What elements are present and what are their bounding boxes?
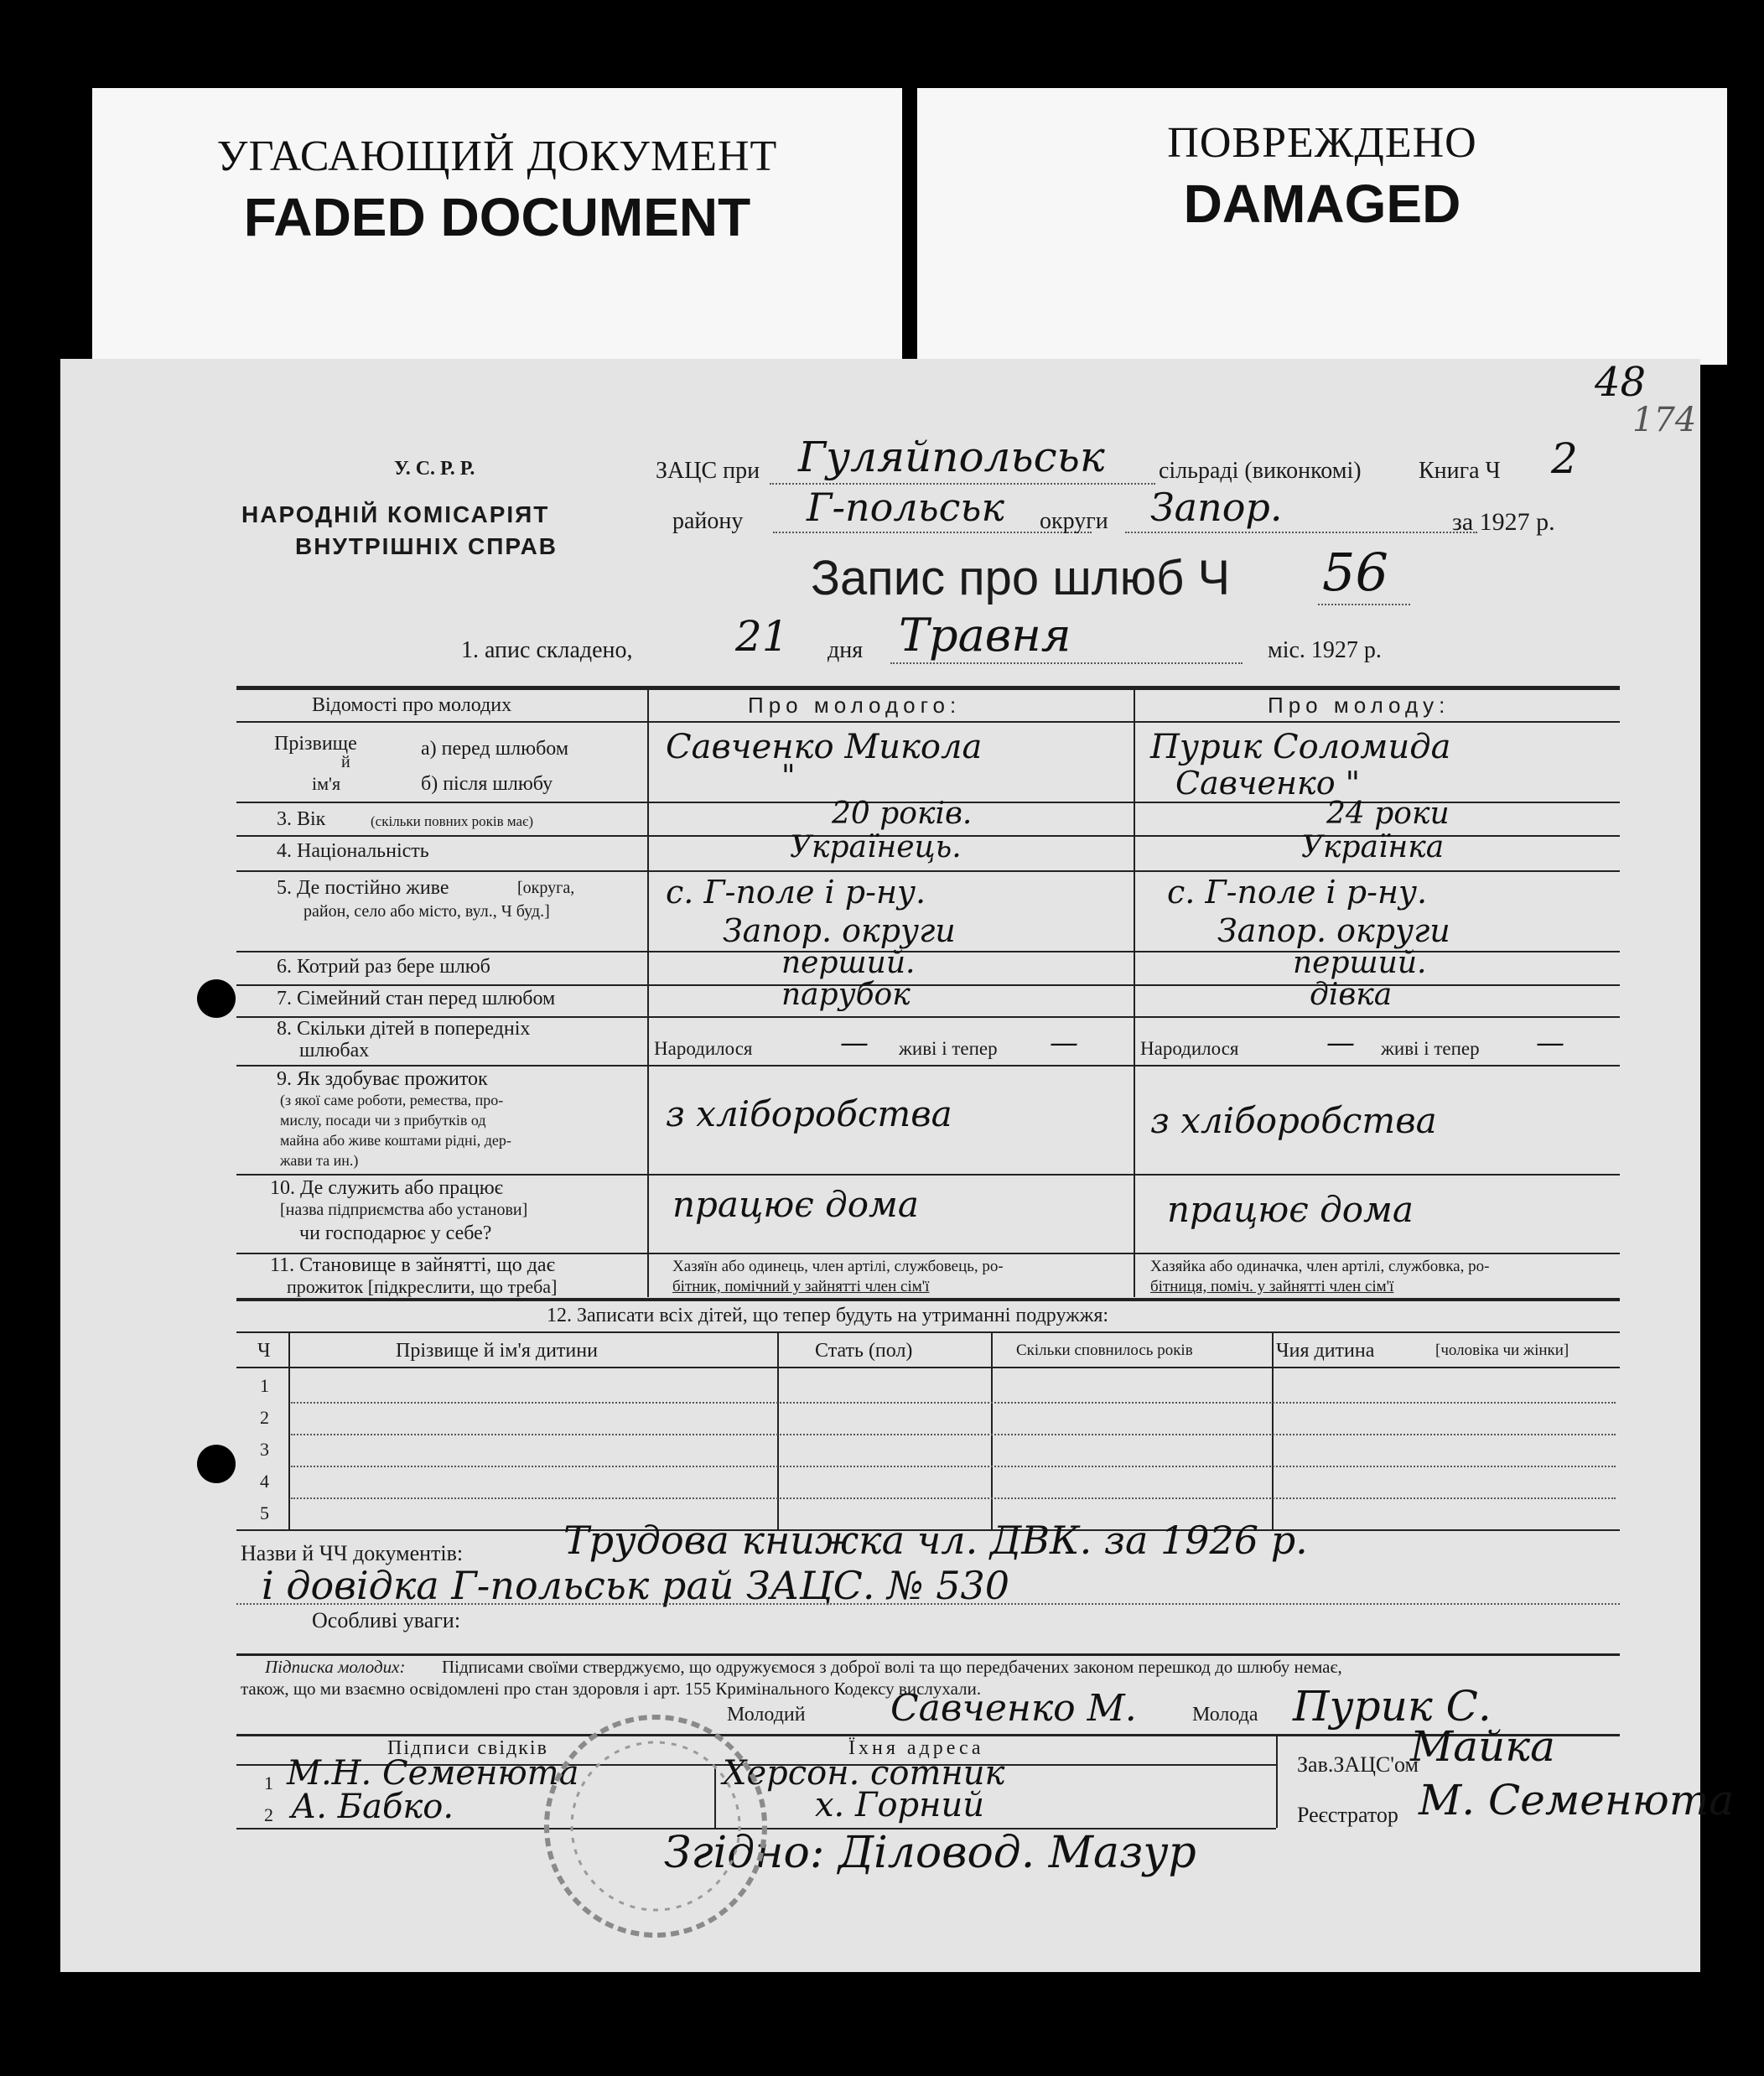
bride-occupation-options-1: Хазяйка або одиначка, член артілі, службовка, ро-: [1150, 1258, 1490, 1275]
book-value: 2: [1551, 434, 1578, 483]
documents-dotted-line: [236, 1603, 1620, 1605]
children-dotted-row: [291, 1497, 1616, 1499]
row2-label: Прізвище: [274, 733, 357, 755]
record-title: Запис про шлюб Ч: [811, 551, 1231, 605]
witness-sig-header: Підписи свідків: [387, 1737, 548, 1759]
groom-children-born-label: Народилося: [654, 1038, 753, 1059]
table-header-rule: [236, 721, 1620, 723]
damaged-document-label: [917, 88, 1727, 365]
year-label: за 1927 р.: [1452, 508, 1555, 536]
groom-residence-1: с. Г-поле і р-ну.: [666, 874, 926, 911]
witness-2-num: 2: [264, 1804, 273, 1825]
bride-children-born-label: Народилося: [1140, 1038, 1239, 1059]
groom-nationality: Українець.: [790, 830, 962, 864]
zags-label: ЗАЦС при: [656, 458, 760, 484]
row3-label: 3. Вік: [277, 808, 326, 830]
row-rule: [236, 1065, 1620, 1067]
bride-sign-label: Молода: [1192, 1704, 1258, 1726]
children-row-5: 5: [260, 1503, 269, 1523]
signature-statement-line-1: Підписами своїми стверджуємо, що одружуємося з доброї волі та що передбачених законом перешкод до шлюбу немає,: [442, 1657, 1342, 1677]
row5-note-1: [округа,: [517, 879, 575, 897]
row10-label-2: [назва підприємства або установи]: [280, 1201, 528, 1219]
row9-note-3: майна або живе коштами рідні, дер-: [280, 1132, 511, 1149]
row4-label: 4. Національність: [277, 840, 429, 862]
groom-occupation-options-1: Хазяїн або одинець, член артілі, службовець, ро-: [672, 1258, 1004, 1275]
row10-label-3: чи господарює у себе?: [299, 1222, 492, 1244]
witness-1-name: М.Н. Семенюта: [287, 1754, 579, 1793]
bride-surname-before: Пурик Соломида: [1150, 728, 1451, 766]
row2-label-c: ім'я: [312, 773, 341, 794]
remarks-rule: [236, 1653, 1620, 1656]
witness-addr-header: Їхня адреса: [848, 1737, 984, 1759]
children-col-num: Ч: [257, 1340, 271, 1362]
children-header-rule: [236, 1367, 1620, 1368]
children-col-line: [288, 1333, 290, 1530]
children-title: 12. Записати всіх дітей, що тепер будуть на утриманні подружжя:: [547, 1305, 1109, 1326]
row11-label-1: 11. Становище в зайнятті, що дає: [270, 1254, 555, 1276]
zags-value: Гуляйпольськ: [798, 433, 1105, 481]
row2-sub-b: б) після шлюбу: [421, 773, 553, 795]
damaged-label-en: DAMAGED: [1183, 174, 1461, 234]
children-col-whose: Чия дитина: [1276, 1340, 1375, 1362]
children-col-line: [777, 1333, 779, 1530]
groom-children-born: —: [840, 1026, 869, 1060]
table-col-divider-2: [1134, 689, 1135, 1297]
compiled-month: Травня: [899, 609, 1071, 662]
witness-2-name: А. Бабко.: [291, 1788, 454, 1826]
bride-surname-after: Савченко ": [1175, 765, 1361, 802]
record-number-dotted-line: [1318, 604, 1410, 605]
registrar-signature: М. Семенюта: [1419, 1776, 1735, 1824]
bride-occupation-options-2: бітниця, поміч. у зайнятті член сім'ї: [1150, 1278, 1394, 1295]
row9-note-2: мислу, посади чи з прибутків од: [280, 1112, 486, 1129]
children-col-name: Прізвище й ім'я дитини: [396, 1340, 598, 1362]
groom-marriage-count: перший.: [781, 946, 916, 980]
children-dotted-row: [291, 1402, 1616, 1404]
bride-signature: Пурик С.: [1293, 1682, 1492, 1731]
compiled-suffix: міс. 1927 р.: [1268, 637, 1382, 663]
documents-line-2: і довідка Г-польськ рай ЗАЦС. № 530: [262, 1563, 1010, 1608]
row5-note-2: район, село або місто, вул., Ч буд.]: [304, 902, 550, 921]
row10-label-1: 10. Де служить або працює: [270, 1177, 503, 1199]
okrug-dotted-line: [1125, 532, 1477, 533]
table-top-rule: [236, 686, 1620, 690]
row9-note-1: (з якої саме роботи, ремества, про-: [280, 1092, 504, 1108]
faded-document-label: [92, 88, 902, 373]
commissariat-line-1: НАРОДНІЙ КОМІСАРІЯТ: [241, 501, 550, 527]
copy-certification: Згідно: Діловод. Мазур: [664, 1828, 1196, 1878]
compiled-month-dotted-line: [890, 662, 1243, 664]
bride-nationality: Українка: [1301, 830, 1445, 864]
row7-label: 7. Сімейний стан перед шлюбом: [277, 988, 556, 1009]
children-col-whose-note: [чоловіка чи жінки]: [1435, 1342, 1569, 1359]
col-header-bride: Про молоду:: [1268, 693, 1450, 718]
groom-children-alive: —: [1050, 1026, 1078, 1060]
page-number-side: 174: [1632, 401, 1697, 439]
documents-line-1: Трудова книжка чл. ДВК. за 1926 р.: [563, 1518, 1308, 1563]
children-col-line: [991, 1333, 993, 1530]
compiled-day: 21: [735, 612, 789, 661]
book-label: Книга Ч: [1419, 458, 1501, 484]
groom-signature: Савченко М.: [890, 1687, 1137, 1730]
zags-head-signature: Майка: [1410, 1722, 1555, 1771]
groom-surname-before: Савченко Микола: [666, 728, 983, 766]
bride-workplace: працює дома: [1167, 1189, 1414, 1230]
groom-occupation-options-2: бітник, помічний у зайнятті член сім'ї: [672, 1278, 930, 1295]
groom-livelihood: з хліборобства: [666, 1093, 952, 1134]
children-row-2: 2: [260, 1407, 269, 1428]
record-number: 56: [1322, 542, 1388, 603]
groom-children-alive-label: живі і тепер: [899, 1038, 998, 1059]
children-dotted-row: [291, 1434, 1616, 1435]
children-col-sex: Стать (пол): [815, 1340, 913, 1362]
groom-residence-2: Запор. округи: [723, 912, 956, 949]
children-row-1: 1: [260, 1375, 269, 1396]
bride-children-alive-label: живі і тепер: [1381, 1038, 1480, 1059]
punch-hole-top: [197, 979, 236, 1018]
bride-residence-1: с. Г-поле і р-ну.: [1167, 874, 1428, 911]
col-header-groom: Про молодого:: [748, 693, 962, 718]
official-stamp: [530, 1700, 781, 1952]
zags-head-label: Зав.ЗАЦС'ом: [1297, 1752, 1419, 1777]
compiled-prefix: 1. апис складено,: [461, 637, 633, 663]
groom-surname-after: ": [781, 760, 796, 794]
bride-children-born: —: [1326, 1026, 1355, 1060]
table-col-divider-1: [647, 689, 649, 1297]
signature-statement-line-2: також, що ми взаємно освідомлені про стан здоровля і арт. 155 Кримінального Кодексу вислухали.: [241, 1679, 982, 1699]
row5-label: 5. Де постійно живе: [277, 877, 449, 899]
row11-label-2: прожиток [підкреслити, що треба]: [287, 1276, 558, 1297]
witness-1-address: Херсон. сотник: [723, 1754, 1005, 1793]
council-label: сільраді (виконкомі): [1159, 458, 1362, 484]
faded-label-en: FADED DOCUMENT: [243, 187, 751, 247]
children-rule: [236, 1331, 1620, 1333]
commissariat-line-2: ВНУТРІШНІХ СПРАВ: [295, 533, 558, 559]
documents-label: Назви й ЧЧ документів:: [241, 1541, 464, 1565]
bride-livelihood: з хліборобства: [1150, 1100, 1437, 1141]
district-value: Г-польськ: [807, 485, 1004, 530]
children-row-4: 4: [260, 1471, 269, 1492]
row-rule: [236, 1298, 1620, 1301]
bride-marital-status: дівка: [1310, 978, 1393, 1012]
punch-hole-bottom: [197, 1445, 236, 1483]
children-dotted-row: [291, 1466, 1616, 1467]
witness-1-num: 1: [264, 1772, 273, 1793]
registrar-label: Реєстратор: [1297, 1803, 1398, 1827]
bride-marriage-count: перший.: [1293, 946, 1427, 980]
marriage-record-sheet: [60, 359, 1735, 1972]
children-row-3: 3: [260, 1439, 269, 1460]
okrug-label: округи: [1040, 508, 1108, 534]
faded-label-ru: УГАСАЮЩИЙ ДОКУМЕНТ: [216, 132, 778, 180]
ussr-abbrev: У. С. Р. Р.: [394, 458, 475, 480]
row8-label-2: шлюбах: [299, 1040, 370, 1061]
page-number-top: 48: [1595, 359, 1647, 406]
okrug-value: Запор.: [1150, 485, 1283, 530]
groom-sign-label: Молодий: [727, 1704, 806, 1726]
signature-statement-lead: Підписка молодих:: [265, 1657, 406, 1677]
groom-marital-status: парубок: [781, 978, 911, 1012]
children-col-age: Скільки сповнилось років: [1016, 1342, 1193, 1359]
children-col-line: [1272, 1333, 1274, 1530]
remarks-label: Особливі уваги:: [312, 1608, 461, 1632]
row-rule: [236, 1174, 1620, 1176]
row9-note-4: жави та ин.): [280, 1152, 359, 1169]
district-label: району: [672, 508, 744, 534]
row-rule: [236, 870, 1620, 872]
col-header-info: Відомості про молодих: [312, 694, 512, 716]
groom-workplace: працює дома: [672, 1184, 919, 1225]
row8-label-1: 8. Скільки дітей в попередніх: [277, 1018, 531, 1040]
compiled-day-label: дня: [828, 637, 864, 663]
damaged-label-ru: ПОВРЕЖДЕНО: [1167, 119, 1477, 167]
groom-age: 20 років.: [832, 797, 973, 831]
row-rule: [236, 984, 1620, 986]
row9-label: 9. Як здобуває прожиток: [277, 1068, 488, 1090]
row3-note: (скільки повних років має): [371, 813, 534, 829]
row2-label-b: й: [341, 753, 350, 771]
row6-label: 6. Котрий раз бере шлюб: [277, 956, 490, 978]
bride-children-alive: —: [1536, 1026, 1564, 1060]
witness-2-address: х. Горний: [815, 1786, 985, 1824]
bride-residence-2: Запор. округи: [1217, 912, 1450, 949]
row2-sub-a: а) перед шлюбом: [421, 738, 569, 760]
witness-right-rule: [1276, 1736, 1278, 1828]
bride-age: 24 роки: [1326, 797, 1450, 831]
